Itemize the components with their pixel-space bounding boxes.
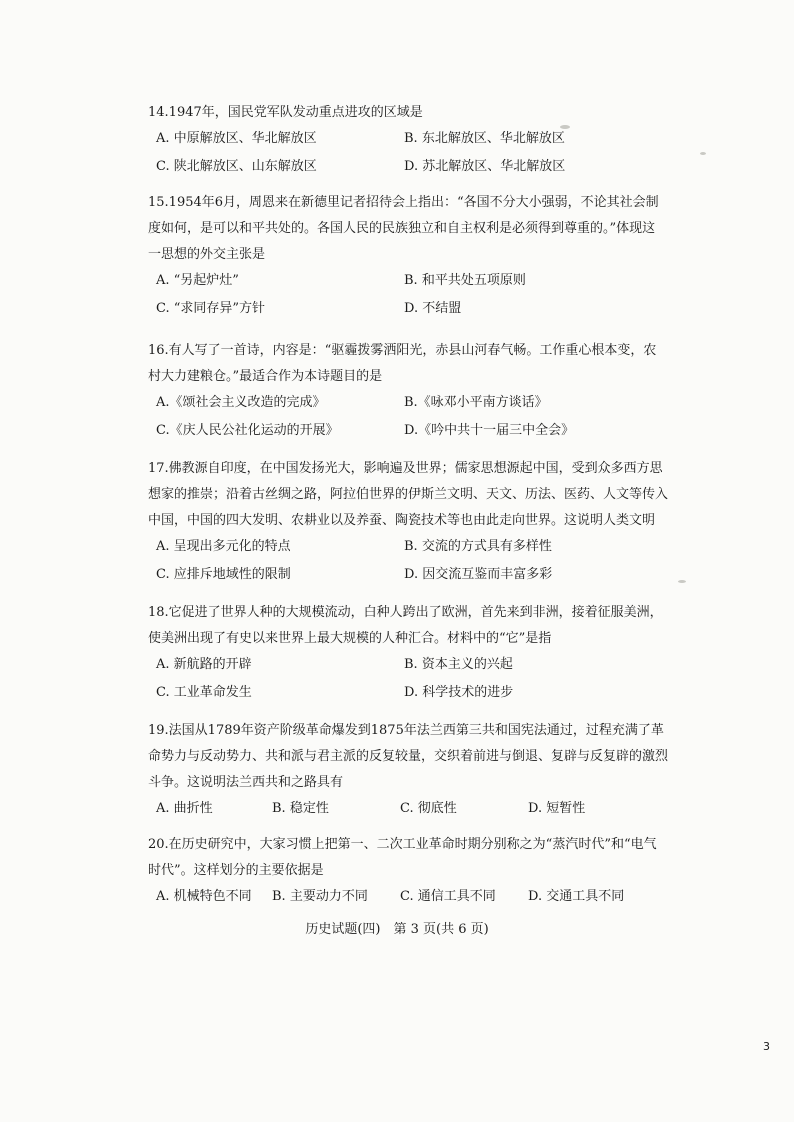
option-a: A. “另起炉灶” — [156, 273, 239, 288]
options-row — [148, 296, 668, 324]
question-stem: 19.法国从1789年资产阶级革命爆发到1875年法兰西第三共和国宪法通过，过程充满了革命势力与反动势力、共和派与君主派的反复较量，交织着前进与倒退、复辟与反复辟的激烈斗争。这说明法兰西共和之路具有 — [148, 723, 669, 790]
option-a: A. 新航路的开辟 — [156, 657, 252, 672]
options-row — [148, 154, 668, 182]
question-20 — [148, 832, 668, 912]
options-row — [148, 652, 668, 680]
option-c: C. 彻底性 — [400, 801, 457, 816]
option-c: C. 工业革命发生 — [156, 685, 252, 700]
option-b: B. 交流的方式具有多样性 — [404, 539, 552, 554]
question-stem: 17.佛教源自印度，在中国发扬光大，影响遍及世界；儒家思想源起中国，受到众多西方思想家的推崇；沿着古丝绸之路，阿拉伯世界的伊斯兰文明、天文、历法、医药、人文等传入中国，中国的四大发明、农耕业以及养蚕、陶瓷技术等也由此走向世界。这说明人类文明 — [148, 461, 669, 528]
options-row — [148, 534, 668, 562]
scan-speck — [700, 152, 706, 155]
option-b: B. 和平共处五项原则 — [404, 273, 526, 288]
option-a: A. 中原解放区、华北解放区 — [156, 131, 317, 146]
question-stem: 20.在历史研究中，大家习惯上把第一、二次工业革命时期分别称之为“蒸汽时代”和“电气时代”。这样划分的主要依据是 — [148, 837, 657, 878]
option-b: B. 主要动力不同 — [272, 889, 368, 904]
scan-speck — [678, 580, 686, 583]
option-c: C. 通信工具不同 — [400, 889, 496, 904]
option-d: D. 不结盟 — [404, 301, 462, 316]
page-footer: 历史试题(四) 第 3 页(共 6 页) — [305, 922, 489, 937]
option-d: D. 科学技术的进步 — [404, 685, 514, 700]
option-d: D.《吟中共十一届三中全会》 — [404, 423, 575, 438]
options-row — [148, 562, 668, 590]
question-15 — [148, 190, 668, 324]
option-a: A. 曲折性 — [156, 801, 213, 816]
option-d: D. 因交流互鉴而丰富多彩 — [404, 567, 553, 582]
question-14 — [148, 100, 668, 182]
options-row — [148, 268, 668, 296]
option-a: A. 机械特色不同 — [156, 889, 252, 904]
question-19 — [148, 718, 668, 824]
question-stem: 15.1954年6月，周恩来在新德里记者招待会上指出：“各国不分大小强弱，不论其社会制度如何，是可以和平共处的。各国人民的民族独立和自主权利是必须得到尊重的。”体现这一思想的外交主张是 — [148, 195, 659, 262]
option-d: D. 苏北解放区、华北解放区 — [404, 159, 566, 174]
option-a: A.《颂社会主义改造的完成》 — [156, 395, 326, 410]
option-b: B.《咏邓小平南方谈话》 — [404, 395, 548, 410]
option-b: B. 稳定性 — [272, 801, 329, 816]
question-stem: 16.有人写了一首诗，内容是：“驱霾拨雾洒阳光，赤县山河春气畅。工作重心根本变，农村大力建粮仓。”最适合作为本诗题目的是 — [148, 343, 657, 384]
option-c: C. 陕北解放区、山东解放区 — [156, 159, 317, 174]
option-a: A. 呈现出多元化的特点 — [156, 539, 291, 554]
option-c: C. “求同存异”方针 — [156, 301, 266, 316]
option-c: C.《庆人民公社化运动的开展》 — [156, 423, 339, 438]
question-17 — [148, 456, 668, 590]
option-c: C. 应排斥地域性的限制 — [156, 567, 291, 582]
question-stem: 18.它促进了世界人种的大规模流动，白种人跨出了欧洲，首先来到非洲，接着征服美洲，使美洲出现了有史以来世界上最大规模的人种汇合。材料中的“它”是指 — [148, 605, 663, 646]
option-b: B. 东北解放区、华北解放区 — [404, 131, 565, 146]
options-row — [148, 418, 668, 446]
option-b: B. 资本主义的兴起 — [404, 657, 513, 672]
options-row — [148, 884, 668, 912]
question-18 — [148, 600, 668, 708]
page-number: 3 — [763, 1040, 770, 1053]
options-row — [148, 126, 668, 154]
options-row — [148, 796, 668, 824]
option-d: D. 短暂性 — [528, 801, 586, 816]
options-row — [148, 390, 668, 418]
option-d: D. 交通工具不同 — [528, 889, 625, 904]
question-stem: 14.1947年，国民党军队发动重点进攻的区域是 — [148, 105, 423, 120]
options-row — [148, 680, 668, 708]
question-16 — [148, 338, 668, 446]
